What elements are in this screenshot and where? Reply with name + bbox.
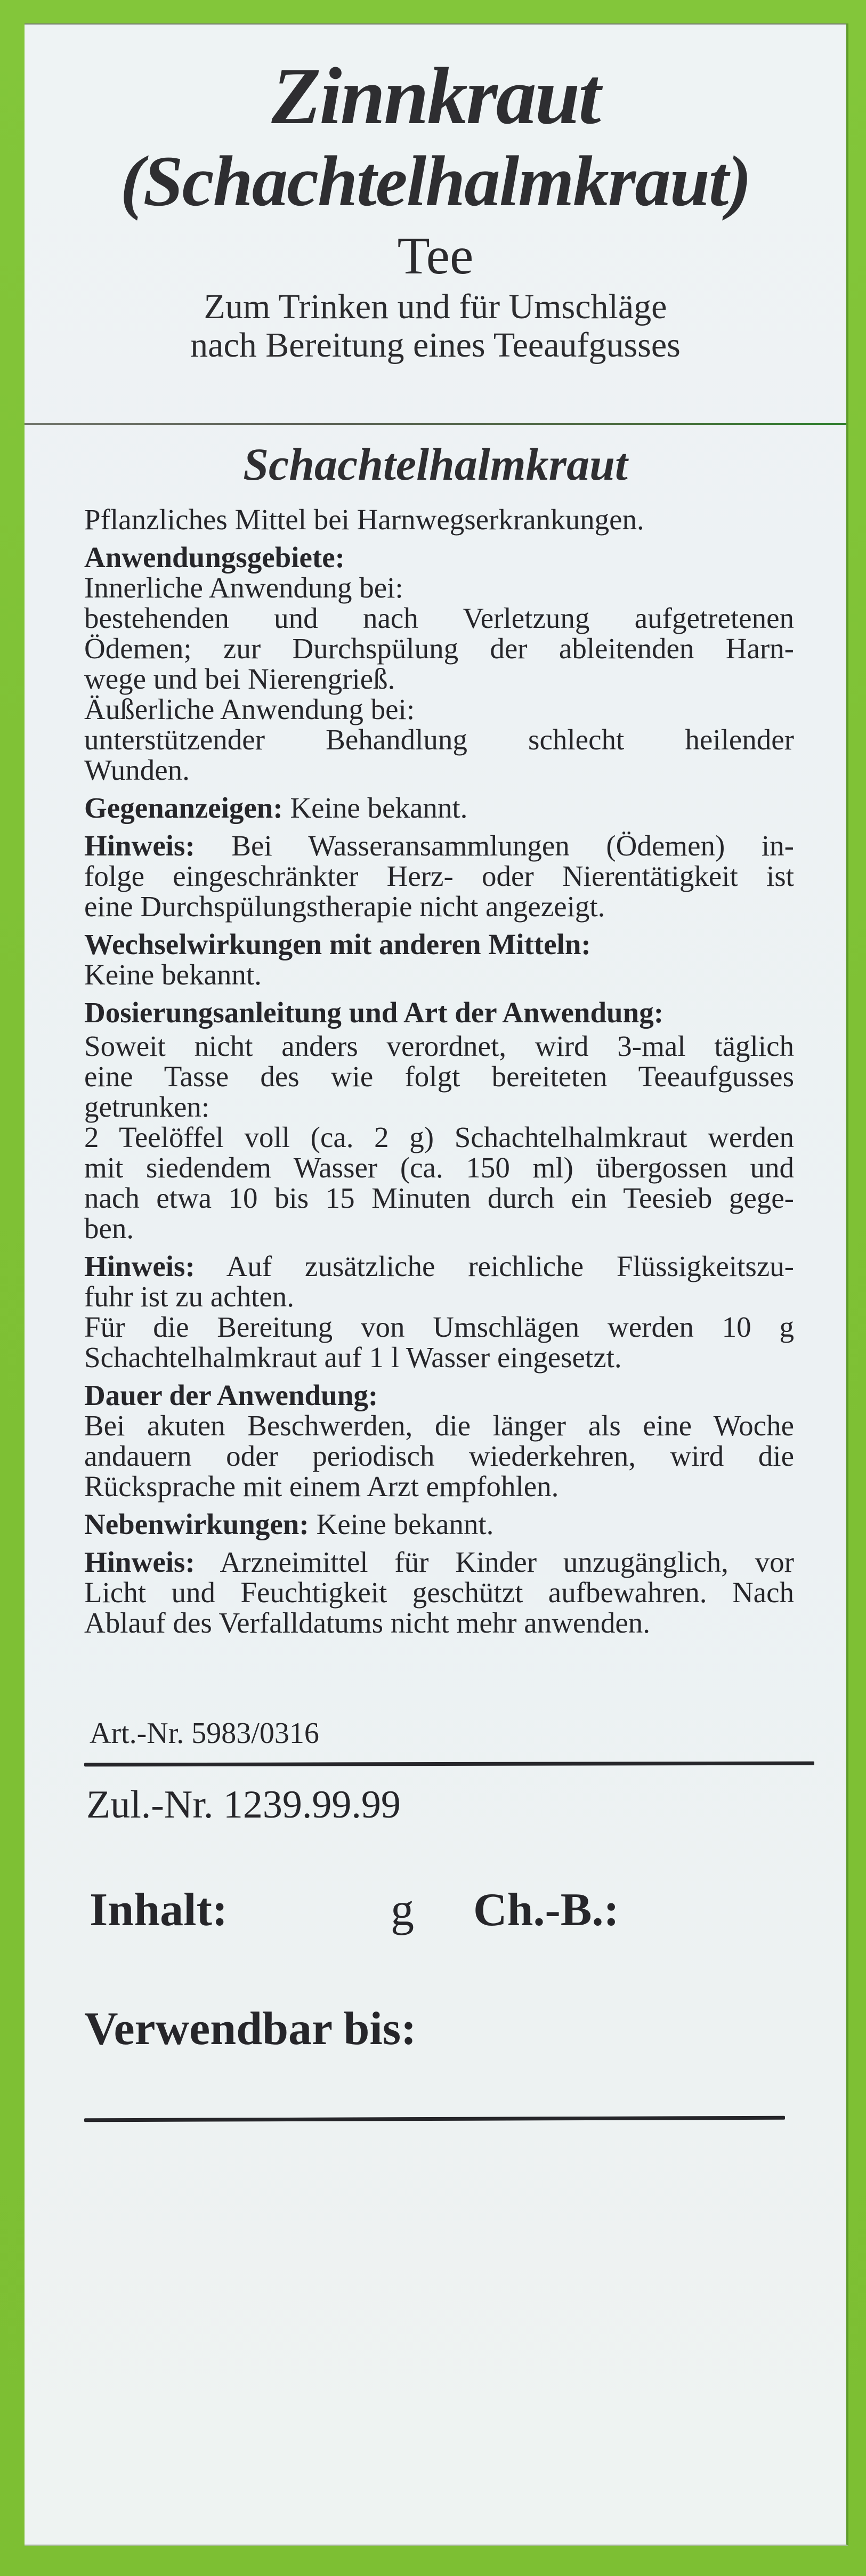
line-text: Licht und Feuchtigkeit geschützt aufbewahren. Nach: [84, 1576, 794, 1609]
usage-subtitle-line1: Zum Trinken und für Umschläge: [204, 287, 667, 326]
batch-number-label: Ch.-B.:: [473, 1884, 619, 1936]
line-text: Innerliche Anwendung bei:: [84, 571, 403, 604]
line-text: bestehenden und nach Verletzung aufgetretenen: [84, 602, 794, 634]
body-line: [84, 1061, 794, 1092]
body-line: [84, 891, 794, 922]
herb-section-header: Schachtelhalmkraut: [243, 439, 628, 490]
section-lead: Dosierungsanleitung und Art der Anwendung:: [84, 996, 664, 1029]
product-title-alt: (Schachtelhalmkraut): [120, 142, 751, 221]
section-lead: Nebenwirkungen:: [84, 1508, 309, 1540]
line-text: ben.: [84, 1212, 134, 1245]
section-lead: Dauer der Anwendung:: [84, 1379, 378, 1411]
body-line: [84, 542, 794, 572]
line-text: eine Tasse des wie folgt bereiteten Teeaufgusses: [84, 1060, 794, 1093]
line-text: Bei Wasseransammlungen (Ödemen) in-: [195, 829, 794, 862]
line-text: Äußerliche Anwendung bei:: [84, 693, 415, 725]
body-line: [84, 1281, 794, 1312]
body-line: [84, 664, 794, 694]
body-line: [84, 830, 794, 861]
line-text: Bei akuten Beschwerden, die länger als eine Woche: [84, 1409, 794, 1442]
content-row: [84, 1885, 794, 1938]
body-line: [84, 1122, 794, 1152]
line-text: Keine bekannt.: [309, 1508, 494, 1540]
line-text: Keine bekannt.: [282, 792, 468, 824]
body-line: [84, 1410, 794, 1441]
line-text: eine Durchspülungstherapie nicht angezeigt.: [84, 890, 605, 923]
approval-number: Zul.-Nr. 1239.99.99: [86, 1783, 401, 1827]
body-line: [84, 694, 794, 724]
body-line: [84, 1183, 794, 1213]
body-line: [84, 603, 794, 633]
section-lead: Hinweis:: [84, 1250, 195, 1282]
body-line: [84, 929, 794, 959]
body-line: [84, 755, 794, 785]
body-line: [84, 1342, 794, 1372]
line-text: Auf zusätzliche reichliche Flüssigkeitszu-: [195, 1250, 794, 1282]
body-line: [84, 1608, 794, 1638]
body-line: [84, 1441, 794, 1471]
line-text: Ablauf des Verfalldatums nicht mehr anwenden.: [84, 1606, 650, 1639]
line-text: Für die Bereitung von Umschlägen werden 10 g: [84, 1311, 794, 1343]
line-text: Soweit nicht anders verordnet, wird 3-mal täglich: [84, 1030, 794, 1062]
package-insert-text: [84, 504, 794, 1638]
body-line: [84, 1547, 794, 1577]
section-lead: Gegenanzeigen:: [84, 792, 283, 824]
line-text: 2 Teelöffel voll (ca. 2 g) Schachtelhalmkraut werden: [84, 1121, 794, 1153]
usage-subtitle-line2: nach Bereitung eines Teeaufgusses: [190, 326, 681, 365]
line-text: Arzneimittel für Kinder unzugänglich, vor: [195, 1546, 794, 1578]
body-line: [84, 997, 794, 1028]
line-text: Ödemen; zur Durchspülung der ableitenden Harn-: [84, 632, 794, 665]
body-line: [84, 633, 794, 664]
section-lead: Hinweis:: [84, 1546, 195, 1578]
section-lead: Wechselwirkungen mit anderen Mitteln:: [84, 928, 591, 960]
line-text: andauern oder periodisch wiederkehren, wird die: [84, 1440, 794, 1472]
intro-line: Pflanzliches Mittel bei Harnwegserkrankungen.: [84, 503, 644, 536]
article-number: Art.-Nr. 5983/0316: [90, 1717, 319, 1750]
body-line: [84, 1509, 794, 1539]
body-line: [84, 861, 794, 891]
line-text: Wunden.: [84, 754, 190, 786]
body-line: [84, 1031, 794, 1061]
section-lead: Anwendungsgebiete:: [84, 541, 345, 574]
line-text: folge eingeschränkter Herz- oder Nierentätigkeit ist: [84, 860, 794, 892]
line-text: nach etwa 10 bis 15 Minuten durch ein Teesieb gege-: [84, 1182, 794, 1214]
expiry-label: Verwendbar bis:: [84, 2003, 417, 2055]
body-line: [84, 1092, 794, 1122]
body-line: [84, 1152, 794, 1183]
line-text: mit siedendem Wasser (ca. 150 ml) übergossen und: [84, 1151, 794, 1184]
body-line: [84, 959, 794, 990]
content-amount-unit: g: [391, 1884, 414, 1936]
label-paper: [25, 23, 848, 2546]
body-line: [84, 1380, 794, 1410]
line-text: wege und bei Nierengrieß.: [84, 663, 395, 695]
product-title: Zinnkraut: [271, 51, 600, 141]
body-line: [84, 1312, 794, 1342]
top-divider: [25, 423, 846, 425]
line-text: unterstützender Behandlung schlecht heilender: [84, 723, 794, 756]
line-text: Rücksprache mit einem Arzt empfohlen.: [84, 1470, 559, 1503]
product-form-title: Tee: [397, 226, 474, 285]
body-line: [84, 793, 794, 823]
body-line: [84, 1577, 794, 1608]
body-line: [84, 1251, 794, 1281]
body-line: [84, 1471, 794, 1501]
line-text: Keine bekannt.: [84, 958, 262, 991]
line-text: Schachtelhalmkraut auf 1 l Wasser eingesetzt.: [84, 1341, 622, 1374]
body-line: [84, 1213, 794, 1243]
inhalt-label: Inhalt:: [90, 1884, 228, 1936]
line-text: getrunken:: [84, 1091, 210, 1123]
body-line: [84, 724, 794, 755]
body-line: [84, 572, 794, 603]
bottom-divider: [84, 2116, 785, 2122]
section-lead: Hinweis:: [84, 829, 195, 862]
line-text: fuhr ist zu achten.: [84, 1280, 295, 1313]
article-number-divider: [84, 1762, 814, 1767]
